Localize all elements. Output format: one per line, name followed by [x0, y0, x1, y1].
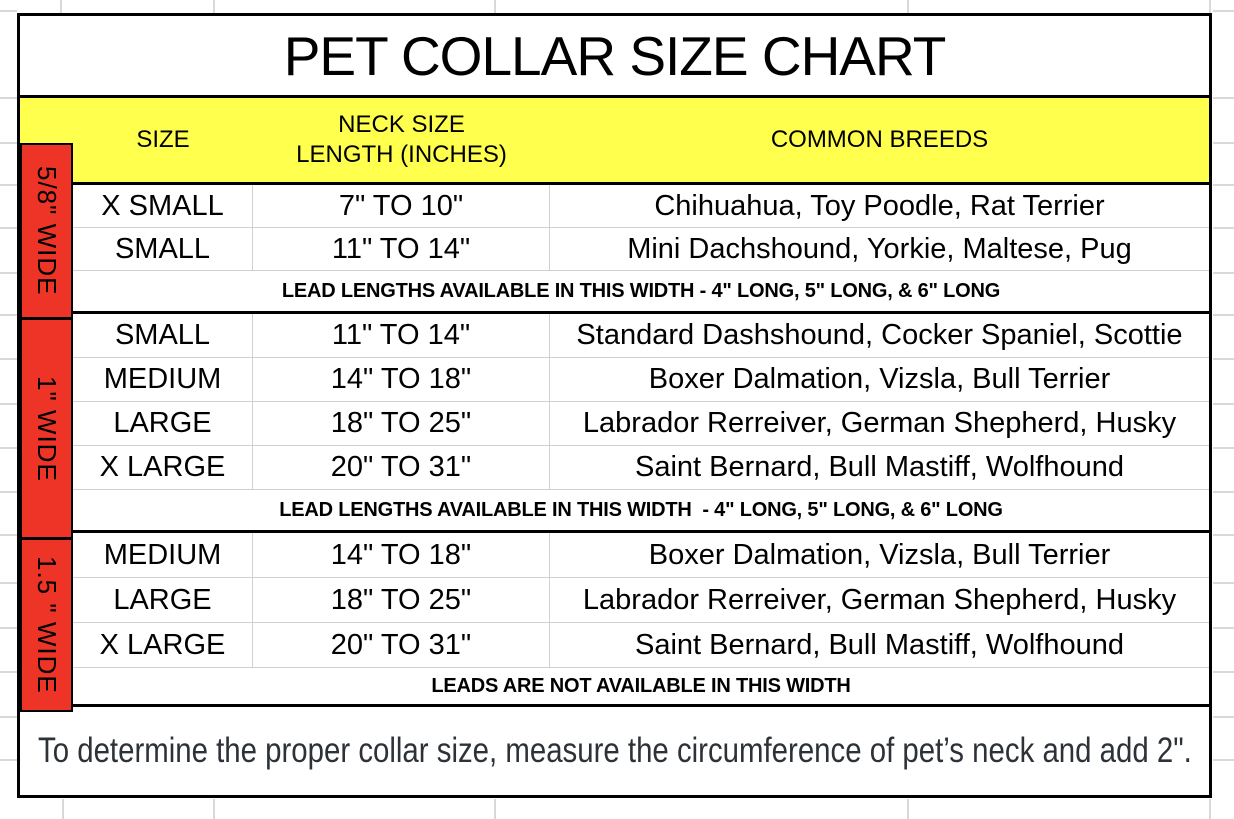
gridline	[1209, 0, 1211, 13]
table-row	[20, 402, 1209, 446]
table-row	[20, 623, 1209, 668]
gridline	[1213, 716, 1234, 718]
gridline	[1213, 582, 1234, 584]
gridline	[0, 582, 17, 584]
gridline	[60, 0, 62, 13]
table-row	[20, 578, 1209, 623]
cell-breeds: Saint Bernard, Bull Mastiff, Wolfhound	[635, 628, 1124, 661]
size-chart-table	[17, 13, 1212, 798]
width-label-1: 1" WIDE	[32, 375, 62, 482]
gridline	[0, 272, 17, 274]
gridline	[1213, 403, 1234, 405]
gridline	[1213, 184, 1234, 186]
gridline	[0, 142, 17, 144]
gridline	[213, 799, 215, 819]
title-row	[20, 16, 1209, 98]
gridline	[1213, 97, 1234, 99]
footer-note: To determine the proper collar size, measure the circumference of pet’s neck and add 2".	[38, 731, 1192, 770]
lead-note: LEADS ARE NOT AVAILABLE IN THIS WIDTH	[431, 674, 851, 697]
cell-size: MEDIUM	[73, 358, 253, 401]
width-strip-section-3	[22, 537, 71, 710]
cell-breeds: Labrador Rerreiver, German Shepherd, Husky	[582, 407, 1177, 439]
gridline	[0, 491, 17, 493]
gridline	[1213, 671, 1234, 673]
gridline	[0, 314, 17, 316]
cell-neck-size: 7" TO 10"	[253, 185, 550, 227]
cell-neck-size: 20" TO 31"	[253, 623, 550, 667]
gridline	[0, 716, 17, 718]
cell-size: SMALL	[73, 228, 253, 270]
column-header-row	[20, 98, 1209, 185]
width-label-1-5: 1.5 " WIDE	[32, 556, 62, 694]
gridline	[494, 799, 496, 819]
gridline	[1213, 314, 1234, 316]
cell-size: X LARGE	[73, 446, 253, 489]
cell-breeds: Saint Bernard, Bull Mastiff, Wolfhound	[635, 451, 1124, 483]
gridline	[1213, 358, 1234, 360]
page-title: PET COLLAR SIZE CHART	[283, 24, 946, 87]
section-1-5-wide	[20, 533, 1209, 707]
cell-size: MEDIUM	[73, 533, 253, 577]
gridline	[1213, 227, 1234, 229]
header-size: SIZE	[136, 126, 190, 153]
gridline	[0, 403, 17, 405]
cell-neck-size: 11" TO 14"	[253, 314, 550, 357]
section-1-wide	[20, 314, 1209, 533]
width-strip-section-1	[22, 145, 71, 317]
cell-neck-size: 11" TO 14"	[253, 228, 550, 270]
lead-note-row	[20, 668, 1209, 704]
gridline	[0, 447, 17, 449]
lead-note: LEAD LENGTHS AVAILABLE IN THIS WIDTH - 4" LONG, 5" LONG, & 6" LONG	[279, 498, 1003, 521]
header-common-breeds: COMMON BREEDS	[770, 126, 989, 153]
cell-size: LARGE	[73, 402, 253, 445]
gridline	[0, 534, 17, 536]
width-strip	[20, 143, 73, 712]
gridline	[0, 184, 17, 186]
header-neck-line1: NECK SIZE	[338, 111, 465, 138]
gridline	[1213, 491, 1234, 493]
header-neck-line2: LENGTH (INCHES)	[296, 141, 507, 168]
cell-breeds: Labrador Rerreiver, German Shepherd, Husky	[582, 583, 1177, 616]
gridline	[0, 10, 17, 12]
gridline	[907, 799, 909, 819]
cell-neck-size: 14" TO 18"	[253, 358, 550, 401]
cell-breeds: Boxer Dalmation, Vizsla, Bull Terrier	[648, 363, 1111, 395]
gridline	[0, 759, 17, 761]
section-5-8-wide	[20, 185, 1209, 314]
gridline	[1213, 759, 1234, 761]
footer-note-row	[20, 707, 1209, 795]
cell-breeds: Mini Dachshound, Yorkie, Maltese, Pug	[627, 232, 1132, 265]
table-row	[20, 446, 1209, 490]
gridline	[0, 227, 17, 229]
gridline	[907, 0, 909, 13]
cell-size: LARGE	[73, 578, 253, 622]
lead-note-row	[20, 490, 1209, 530]
cell-neck-size: 18" TO 25"	[253, 578, 550, 622]
lead-note-row	[20, 271, 1209, 311]
cell-neck-size: 20" TO 31"	[253, 446, 550, 489]
table-row	[20, 185, 1209, 228]
table-row	[20, 533, 1209, 578]
gridline	[1213, 10, 1234, 12]
gridline	[1213, 447, 1234, 449]
cell-neck-size: 14" TO 18"	[253, 533, 550, 577]
cell-size: X SMALL	[73, 185, 253, 227]
gridline	[1209, 799, 1211, 819]
lead-note: LEAD LENGTHS AVAILABLE IN THIS WIDTH - 4" LONG, 5" LONG, & 6" LONG	[281, 279, 1001, 302]
gridline	[1213, 627, 1234, 629]
gridline	[494, 0, 496, 13]
width-strip-section-2	[22, 317, 71, 537]
table-row	[20, 228, 1209, 271]
cell-breeds: Chihuahua, Toy Poodle, Rat Terrier	[654, 189, 1105, 222]
gridline	[213, 0, 215, 13]
table-row	[20, 314, 1209, 358]
gridline	[0, 358, 17, 360]
width-label-5-8: 5/8" WIDE	[32, 166, 62, 296]
cell-breeds: Boxer Dalmation, Vizsla, Bull Terrier	[648, 538, 1111, 571]
gridline	[62, 799, 64, 819]
cell-neck-size: 18" TO 25"	[253, 402, 550, 445]
cell-size: SMALL	[73, 314, 253, 357]
cell-size: X LARGE	[73, 623, 253, 667]
gridline	[0, 671, 17, 673]
header-neck-size	[253, 98, 550, 182]
gridline	[0, 97, 17, 99]
gridline	[1213, 142, 1234, 144]
gridline	[1213, 272, 1234, 274]
cell-breeds: Standard Dashshound, Cocker Spaniel, Scottie	[576, 319, 1183, 351]
gridline	[0, 627, 17, 629]
table-row	[20, 358, 1209, 402]
gridline	[1213, 534, 1234, 536]
